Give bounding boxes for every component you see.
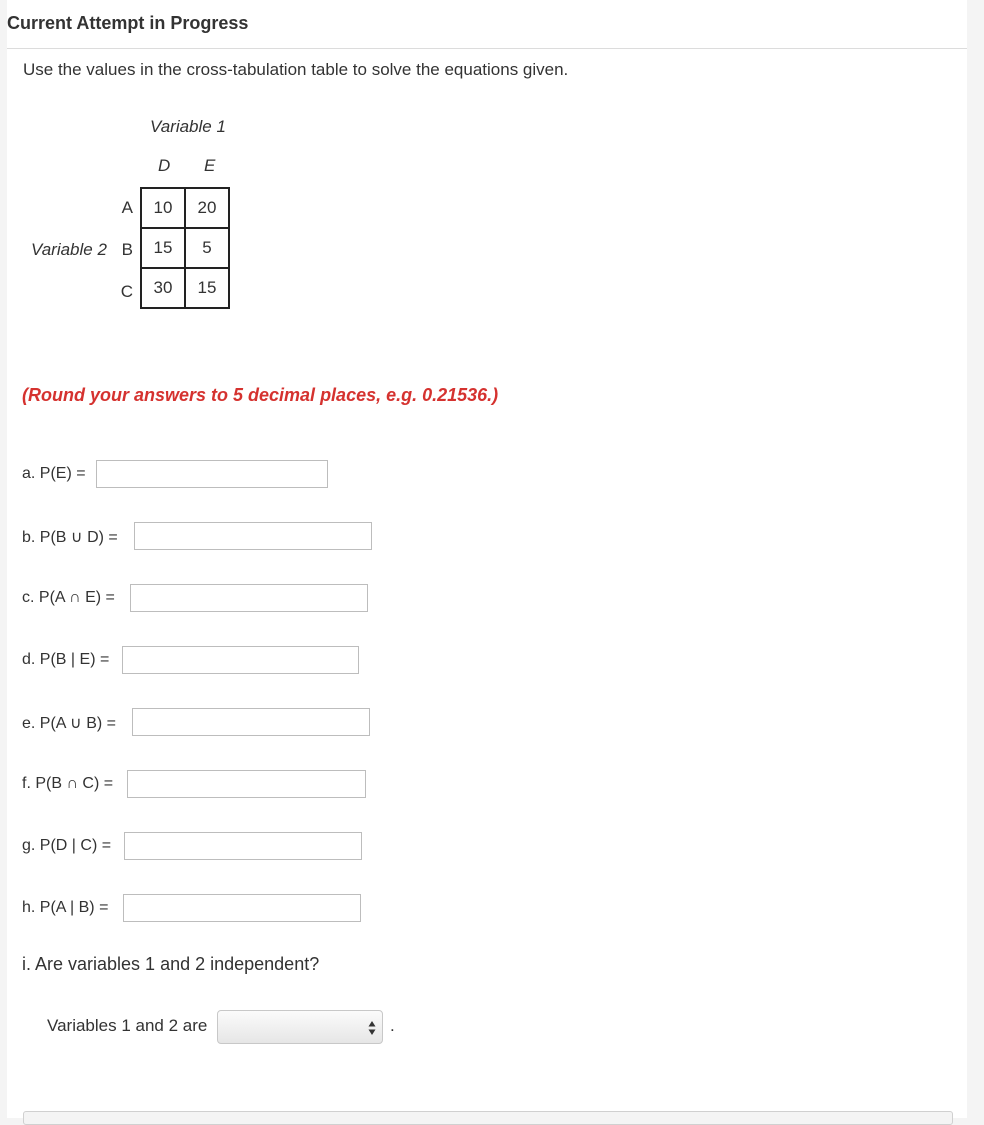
question-b-prefix: b. — [22, 529, 36, 546]
question-b-expr: P(B ∪ D) = — [39, 529, 118, 546]
table-cell: 20 — [185, 188, 229, 228]
answer-g-input[interactable] — [124, 832, 362, 860]
question-f-label — [22, 775, 113, 793]
table-row — [141, 188, 229, 228]
question-e-expr: P(A ∪ B) = — [39, 715, 116, 732]
question-d-prefix: d. — [22, 651, 36, 668]
question-e-prefix: e. — [22, 715, 36, 732]
answer-e-input[interactable] — [132, 708, 370, 736]
question-e-label — [22, 713, 116, 733]
table-cell: 30 — [141, 268, 185, 308]
row-label-a: A — [121, 198, 133, 217]
table-cell: 5 — [185, 228, 229, 268]
column-label-d: D — [158, 156, 171, 175]
question-c-label — [22, 589, 115, 607]
row-label-c: C — [120, 282, 133, 301]
question-d-label — [22, 651, 109, 669]
sentence-period: . — [390, 1016, 395, 1035]
question-panel — [7, 0, 967, 1118]
question-g-expr: P(D | C) = — [39, 837, 112, 854]
variable-1-label: Variable 1 — [150, 117, 226, 136]
question-a-expr: P(E) = — [39, 465, 86, 482]
answer-f-input[interactable] — [127, 770, 366, 798]
table-cell: 15 — [141, 228, 185, 268]
instructions: Use the values in the cross-tabulation table to solve the equations given. — [23, 60, 569, 79]
question-c-expr: P(A ∩ E) = — [38, 589, 115, 606]
table-row — [141, 228, 229, 268]
question-g-label — [22, 837, 111, 855]
table-row — [141, 268, 229, 308]
table-cell: 15 — [185, 268, 229, 308]
column-label-e: E — [204, 156, 216, 175]
question-f-prefix: f. — [22, 775, 31, 792]
question-a-prefix: a. — [22, 465, 36, 482]
question-h-prefix: h. — [22, 899, 36, 916]
variable-2-label: Variable 2 — [31, 240, 107, 259]
question-g-prefix: g. — [22, 837, 36, 854]
question-h-label — [22, 899, 108, 917]
question-h-expr: P(A | B) = — [39, 899, 109, 916]
question-b-label — [22, 527, 118, 547]
row-label-b: B — [121, 240, 133, 259]
question-a-label — [22, 465, 86, 483]
answer-h-input[interactable] — [123, 894, 361, 922]
question-c-prefix: c. — [22, 589, 35, 606]
rounding-instruction: (Round your answers to 5 decimal places, e.g. 0.21536.) — [22, 385, 499, 405]
answer-c-input[interactable] — [130, 584, 368, 612]
next-section-container — [23, 1111, 953, 1125]
answer-b-input[interactable] — [134, 522, 372, 550]
cross-tab-table — [140, 187, 230, 309]
answer-a-input[interactable] — [96, 460, 328, 488]
question-i-label: i. Are variables 1 and 2 independent? — [22, 954, 320, 974]
select-arrows-icon — [368, 1020, 376, 1036]
question-d-expr: P(B | E) = — [39, 651, 110, 668]
independence-select[interactable] — [217, 1010, 383, 1044]
independence-sentence: Variables 1 and 2 are — [47, 1016, 208, 1035]
table-cell: 10 — [141, 188, 185, 228]
page-title: Current Attempt in Progress — [7, 13, 249, 33]
question-f-expr: P(B ∩ C) = — [35, 775, 114, 792]
answer-d-input[interactable] — [122, 646, 359, 674]
attempt-header — [7, 0, 967, 49]
